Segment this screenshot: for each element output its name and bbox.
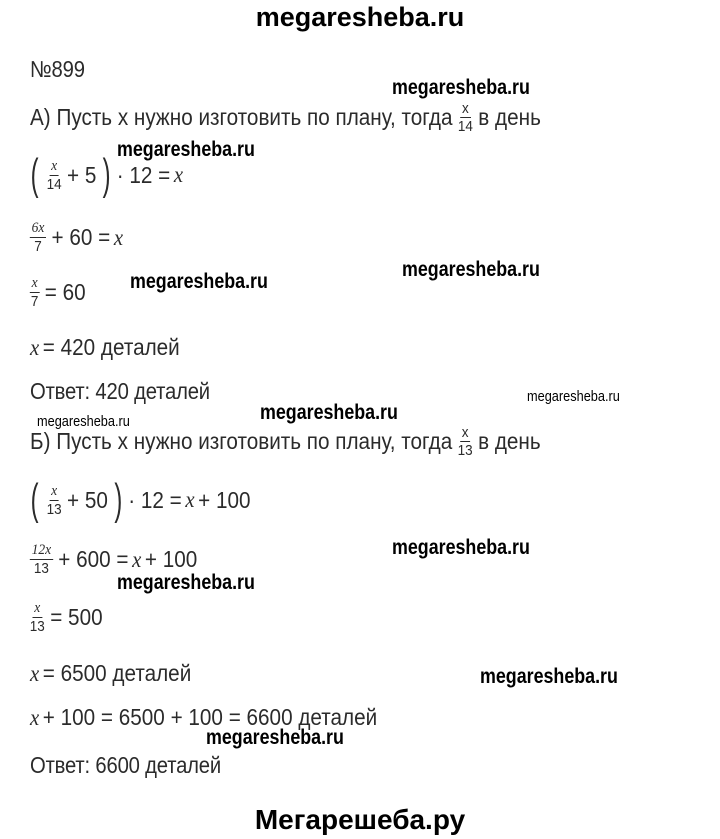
part-a-intro (30, 100, 541, 135)
part-b-eq4 (30, 660, 191, 687)
term: + 60 = (51, 224, 111, 250)
watermark: megaresheba.ru (402, 258, 540, 281)
term: + 100 = 6500 + 100 = 6600 деталей (42, 704, 378, 730)
intro-text: Б) Пусть х нужно изготовить по плану, тогда (30, 428, 453, 454)
term: = 420 деталей (42, 334, 180, 360)
part-b-eq5 (30, 704, 377, 731)
denominator: 7 (30, 293, 39, 310)
numerator: x (51, 157, 58, 174)
footer-site-name: Мегарешеба.ру (254, 804, 466, 835)
term: + 100 (198, 486, 251, 513)
watermark: megaresheba.ru (260, 401, 398, 424)
term: = 500 (50, 604, 103, 630)
problem-number: №899 (30, 56, 85, 82)
term: · 12 = (128, 486, 182, 513)
term: + 50 (67, 486, 108, 513)
variable: x (173, 162, 184, 187)
watermark: megaresheba.ru (392, 536, 530, 559)
term: · 12 = (116, 161, 171, 188)
part-b-eq2 (28, 542, 197, 577)
watermark: megaresheba.ru (37, 413, 130, 430)
term: + 100 (144, 546, 198, 572)
part-b-eq1 (28, 475, 251, 524)
part-a-eq4 (30, 334, 180, 361)
numerator: x (34, 600, 41, 616)
denominator: 7 (34, 238, 42, 255)
numerator: 6x (31, 220, 45, 236)
numerator: 12x (31, 542, 52, 558)
part-a-eq2 (28, 220, 123, 255)
variable: x (132, 546, 142, 572)
fraction (458, 424, 473, 459)
part-a-answer: Ответ: 420 деталей (30, 378, 210, 404)
variable: x (30, 334, 40, 360)
numerator: x (462, 100, 469, 117)
watermark: megaresheba.ru (392, 76, 530, 99)
watermark: megaresheba.ru (117, 571, 255, 594)
part-b-eq3 (28, 600, 103, 635)
intro-text: А) Пусть х нужно изготовить по плану, тогда (30, 104, 453, 130)
denominator: 13 (29, 618, 45, 635)
paren-open: ( (30, 150, 39, 199)
fraction (30, 600, 45, 635)
watermark: megaresheba.ru (527, 388, 620, 405)
variable: x (113, 224, 124, 250)
intro-tail: в день (478, 428, 541, 454)
part-b-answer: Ответ: 6600 деталей (30, 752, 222, 778)
term: = 6500 деталей (42, 660, 192, 686)
variable: x (185, 487, 195, 512)
term: + 5 (67, 161, 97, 188)
fraction (47, 483, 62, 518)
denominator: 13 (46, 500, 62, 518)
fraction (458, 100, 473, 135)
header-site-name: megaresheba.ru (255, 2, 465, 32)
term: = 60 (44, 279, 86, 305)
denominator: 13 (33, 560, 49, 577)
part-a-eq3 (28, 275, 86, 310)
part-a-eq1 (28, 150, 184, 199)
paren-close: ) (102, 150, 111, 199)
intro-tail: в день (478, 104, 541, 130)
fraction (30, 542, 53, 577)
variable: x (30, 660, 40, 686)
fraction (47, 158, 62, 193)
watermark: megaresheba.ru (206, 726, 344, 749)
denominator: 14 (457, 118, 473, 135)
paren-open: ( (30, 475, 39, 524)
paren-close: ) (114, 475, 123, 524)
watermark: megaresheba.ru (130, 270, 268, 293)
numerator: x (461, 424, 469, 441)
fraction (30, 220, 46, 255)
numerator: x (51, 482, 58, 499)
numerator: x (31, 275, 38, 291)
part-b-intro (30, 424, 541, 459)
watermark: megaresheba.ru (480, 665, 618, 688)
denominator: 14 (46, 175, 62, 193)
fraction (30, 275, 40, 310)
denominator: 13 (457, 442, 473, 459)
term: + 600 = (58, 546, 129, 572)
watermark: megaresheba.ru (117, 138, 255, 161)
variable: x (30, 704, 40, 730)
